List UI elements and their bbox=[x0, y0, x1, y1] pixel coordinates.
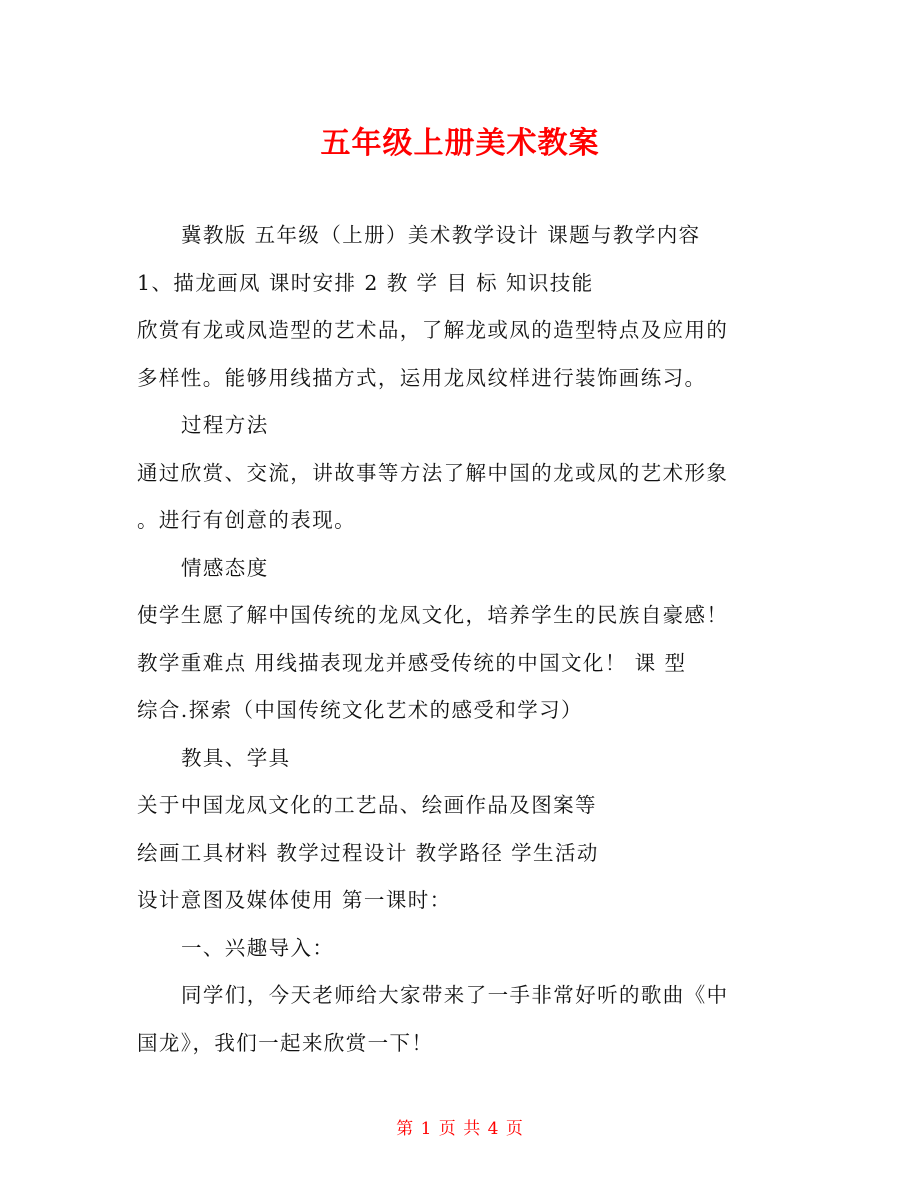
body-line: 欣赏有龙或凤造型的艺术品，了解龙或凤的造型特点及应用的 bbox=[137, 318, 729, 342]
body-line: 关于中国龙凤文化的工艺品、绘画作品及图案等 bbox=[137, 793, 597, 817]
section-heading: 一、兴趣导入： bbox=[181, 935, 335, 960]
body-line: 综合.探索（中国传统文化艺术的感受和学习） bbox=[137, 698, 583, 722]
body-line: 绘画工具材料 教学过程设计 教学路径 学生活动 bbox=[137, 840, 599, 865]
body-line: 教学重难点 用线描表现龙并感受传统的中国文化！ 课 型 bbox=[137, 650, 687, 675]
section-heading: 情感态度 bbox=[181, 555, 269, 580]
body-line: 同学们，今天老师给大家带来了一手非常好听的歌曲《中 bbox=[181, 983, 729, 1007]
document-title: 五年级上册美术教案 bbox=[320, 126, 600, 161]
body-line: 冀教版 五年级（上册）美术教学设计 课题与教学内容 bbox=[181, 223, 701, 247]
page-number-label: 第 1 页 共 4 页 bbox=[396, 1119, 524, 1139]
section-heading: 过程方法 bbox=[181, 413, 269, 437]
body-line: 国龙》，我们一起来欣赏一下！ bbox=[137, 1030, 434, 1055]
body-line: 设计意图及媒体使用 第一课时： bbox=[137, 888, 452, 912]
document-body bbox=[137, 212, 797, 1067]
page-footer bbox=[0, 1114, 920, 1139]
body-line: 1、描龙画凤 课时安排 2 教 学 目 标 知识技能 bbox=[137, 270, 594, 295]
body-line: 使学生愿了解中国传统的龙凤文化，培养学生的民族自豪感！ bbox=[137, 603, 729, 627]
section-heading: 教具、学具 bbox=[181, 745, 291, 770]
body-line: 通过欣赏、交流，讲故事等方法了解中国的龙或凤的艺术形象 bbox=[137, 460, 729, 485]
body-line: 多样性。能够用线描方式，运用龙凤纹样进行装饰画练习。 bbox=[137, 365, 707, 390]
body-line: 。进行有创意的表现。 bbox=[137, 508, 356, 532]
